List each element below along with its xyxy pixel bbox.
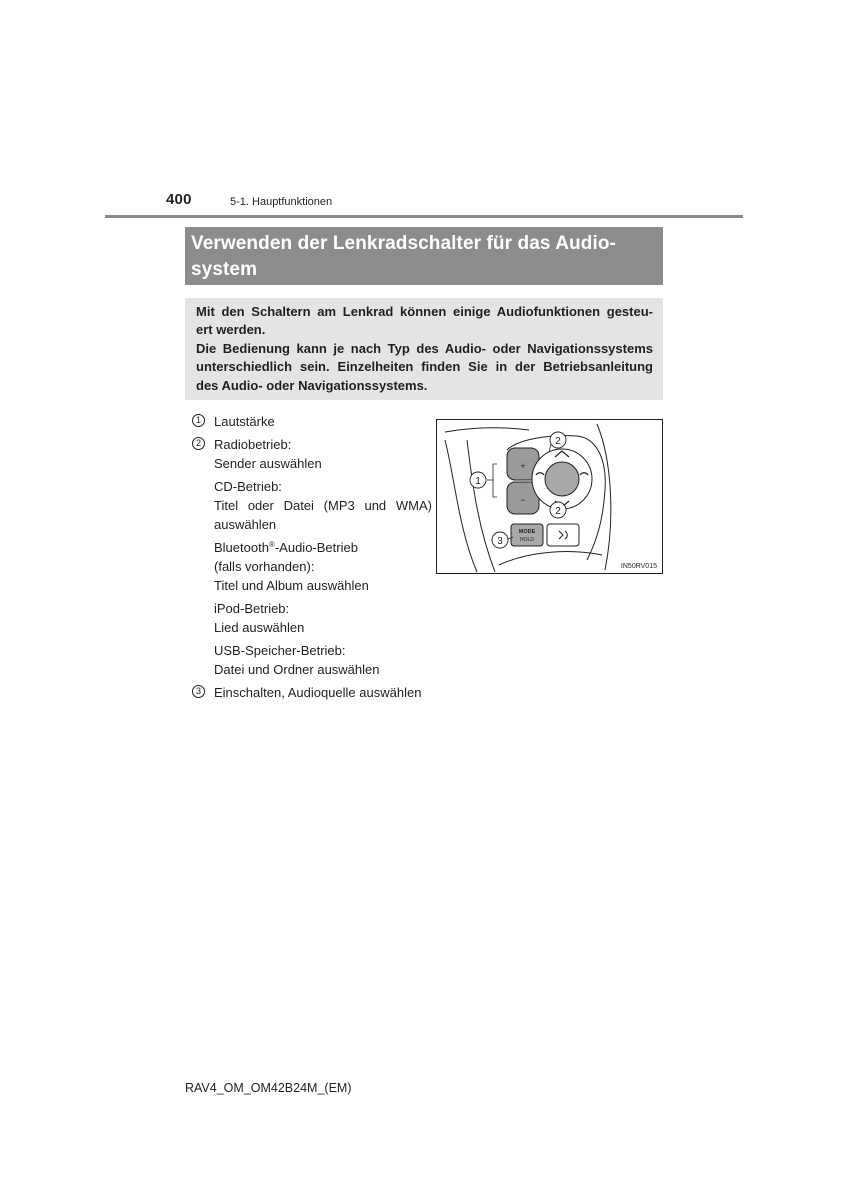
wheel-rim-left (445, 440, 477, 572)
callout-2-bottom-label: 2 (555, 506, 561, 517)
usb-heading: USB-Speicher-Betrieb: (214, 643, 346, 658)
callout-number: 3 (192, 685, 205, 698)
page-number: 400 (166, 191, 192, 208)
callout-3-label: 3 (497, 536, 503, 547)
bluetooth-action: Titel und Album auswählen (214, 578, 369, 593)
section-breadcrumb: 5-1. Hauptfunktionen (230, 196, 333, 208)
usb-block (214, 641, 432, 679)
hold-label: HOLD (520, 537, 534, 543)
wheel-lower-contour (499, 552, 602, 565)
intro-line-3: Die Bedienung kann je nach Typ des Audio- oder Navigationssystems (196, 340, 653, 356)
header-divider (105, 215, 743, 218)
bluetooth-heading-prefix: Bluetooth (214, 540, 269, 555)
callout-1-bracket (487, 464, 497, 497)
ipod-heading: iPod-Betrieb: (214, 601, 290, 616)
cd-action-line-1: Titel oder Datei (MP3 und WMA) (214, 498, 432, 513)
intro-line-4: unterschiedlich sein. Einzelheiten finden Sie in der Betriebsanleitung (196, 359, 653, 375)
bluetooth-note: (falls vorhanden): (214, 559, 315, 574)
cd-action-line-2: auswählen (214, 517, 277, 532)
document-code: RAV4_OM_OM42B24M_(EM) (185, 1081, 352, 1095)
callout-number: 1 (192, 414, 205, 427)
intro-box (185, 298, 663, 400)
volume-plus-glyph: + (520, 461, 526, 471)
steering-switch-drawing (437, 420, 663, 574)
item-label: Einschalten, Audioquelle auswählen (214, 685, 422, 700)
registered-mark: ® (268, 540, 275, 549)
cd-block (214, 477, 432, 534)
callout-number: 2 (192, 437, 205, 450)
section-title-line-1: Verwenden der Lenkradschalter für das Audio- (191, 233, 616, 254)
intro-line-1: Mit den Schaltern am Lenkrad können einige Audiofunktionen gesteu- (196, 304, 653, 319)
callout-2-top-label: 2 (555, 436, 561, 447)
list-item-volume (192, 412, 432, 431)
bluetooth-heading-suffix: -Audio-Betrieb (274, 540, 358, 555)
selector-pad-center (545, 462, 579, 496)
wheel-outline (445, 428, 529, 432)
wheel-right-contour (597, 424, 611, 570)
item-label: Radiobetrieb: (214, 437, 292, 452)
mode-label: MODE (518, 529, 536, 535)
steering-switch-illustration (436, 419, 663, 574)
bluetooth-block (214, 538, 432, 595)
callout-1-label: 1 (475, 476, 481, 487)
volume-minus-glyph: − (520, 495, 526, 505)
intro-line-2: ert werden. (196, 322, 266, 338)
cd-heading: CD-Betrieb: (214, 479, 282, 494)
ipod-block (214, 599, 432, 637)
function-list (192, 412, 432, 706)
ipod-action: Lied auswählen (214, 620, 305, 635)
bluetooth-heading (214, 538, 432, 557)
wheel-rim-inner (467, 440, 495, 572)
section-title (191, 231, 657, 283)
intro-line-5: des Audio- oder Navigationssystems. (196, 377, 428, 393)
list-item-power-source (192, 683, 432, 702)
item-label: Lautstärke (214, 414, 275, 429)
section-title-bar (185, 227, 663, 285)
figure-code: IN50RV015 (620, 563, 657, 570)
section-title-line-2: system (191, 259, 258, 280)
usb-action: Datei und Ordner auswählen (214, 662, 380, 677)
radio-action: Sender auswählen (214, 456, 322, 471)
list-item-selection (192, 435, 432, 679)
